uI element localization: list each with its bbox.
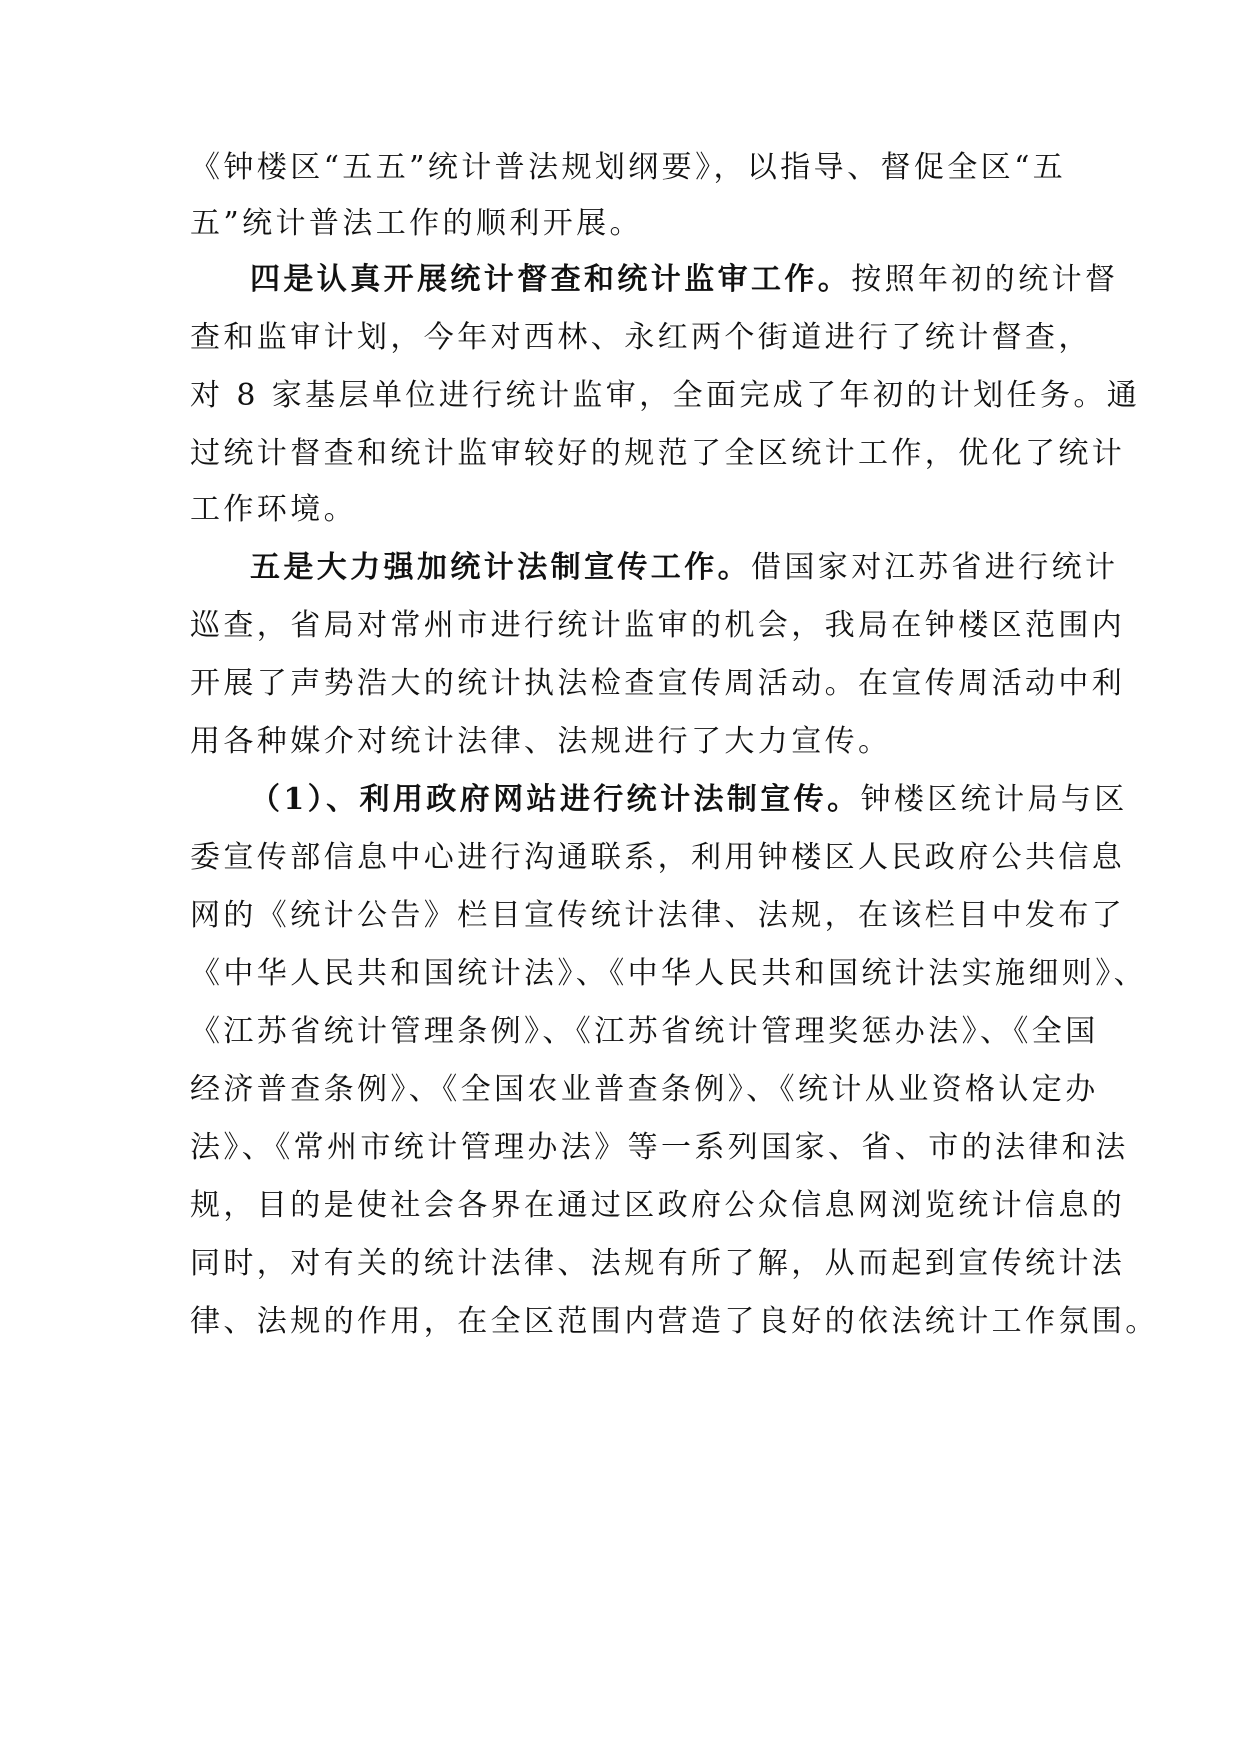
text-run: 钟楼区统计局与区 [860,782,1128,817]
text-line: 法》、《常州市统计管理办法》等一系列国家、省、市的法律和法 [190,1130,1129,1165]
text-line: 工作环境。 [190,492,357,527]
text-line: 查和监审计划，今年对西林、永红两个街道进行了统计督查， [190,320,1092,355]
text-line: 经济普查条例》、《全国农业普查条例》、《统计从业资格认定办 [190,1072,1099,1107]
text-line: 委宣传部信息中心进行沟通联系，利用钟楼区人民政府公共信息 [190,840,1126,875]
text-line: 巡查，省局对常州市进行统计监审的机会，我局在钟楼区范围内 [190,608,1126,643]
paragraph-heading-line [250,260,1119,300]
paragraph-heading: 四是认真开展统计督查和统计监审工作。 [250,262,852,297]
text-run: 借国家对江苏省进行统计 [751,550,1119,585]
text-line: 对 8 家基层单位进行统计监审，全面完成了年初的计划任务。通 [190,378,1141,413]
text-line: 五”统计普法工作的顺利开展。 [190,206,643,241]
text-line: 过统计督查和统计监审较好的规范了全区统计工作，优化了统计 [190,436,1126,471]
text-line: 开展了声势浩大的统计执法检查宣传周活动。在宣传周活动中利 [190,666,1126,701]
text-line: 律、法规的作用，在全区范围内营造了良好的依法统计工作氛围。 [190,1304,1159,1339]
text-line: 同时，对有关的统计法律、法规有所了解，从而起到宣传统计法 [190,1246,1126,1281]
text-line: 《江苏省统计管理条例》、《江苏省统计管理奖惩办法》、《全国 [190,1014,1099,1049]
paragraph-heading-line [250,780,1128,820]
text-run: 按照年初的统计督 [851,262,1119,297]
text-line: 用各种媒介对统计法律、法规进行了大力宣传。 [190,724,892,759]
text-line: 《钟楼区“五五”统计普法规划纲要》，以指导、督促全区“五 [190,150,1067,185]
paragraph-heading: 五是大力强加统计法制宣传工作。 [250,550,751,585]
text-line: 网的《统计公告》栏目宣传统计法律、法规，在该栏目中发布了 [190,898,1126,933]
paragraph-heading: （1）、利用政府网站进行统计法制宣传。 [250,782,861,817]
paragraph-heading-line [250,548,1119,588]
text-line: 规，目的是使社会各界在通过区政府公众信息网浏览统计信息的 [190,1188,1126,1223]
text-line: 《中华人民共和国统计法》、《中华人民共和国统计法实施细则》、 [190,956,1147,991]
